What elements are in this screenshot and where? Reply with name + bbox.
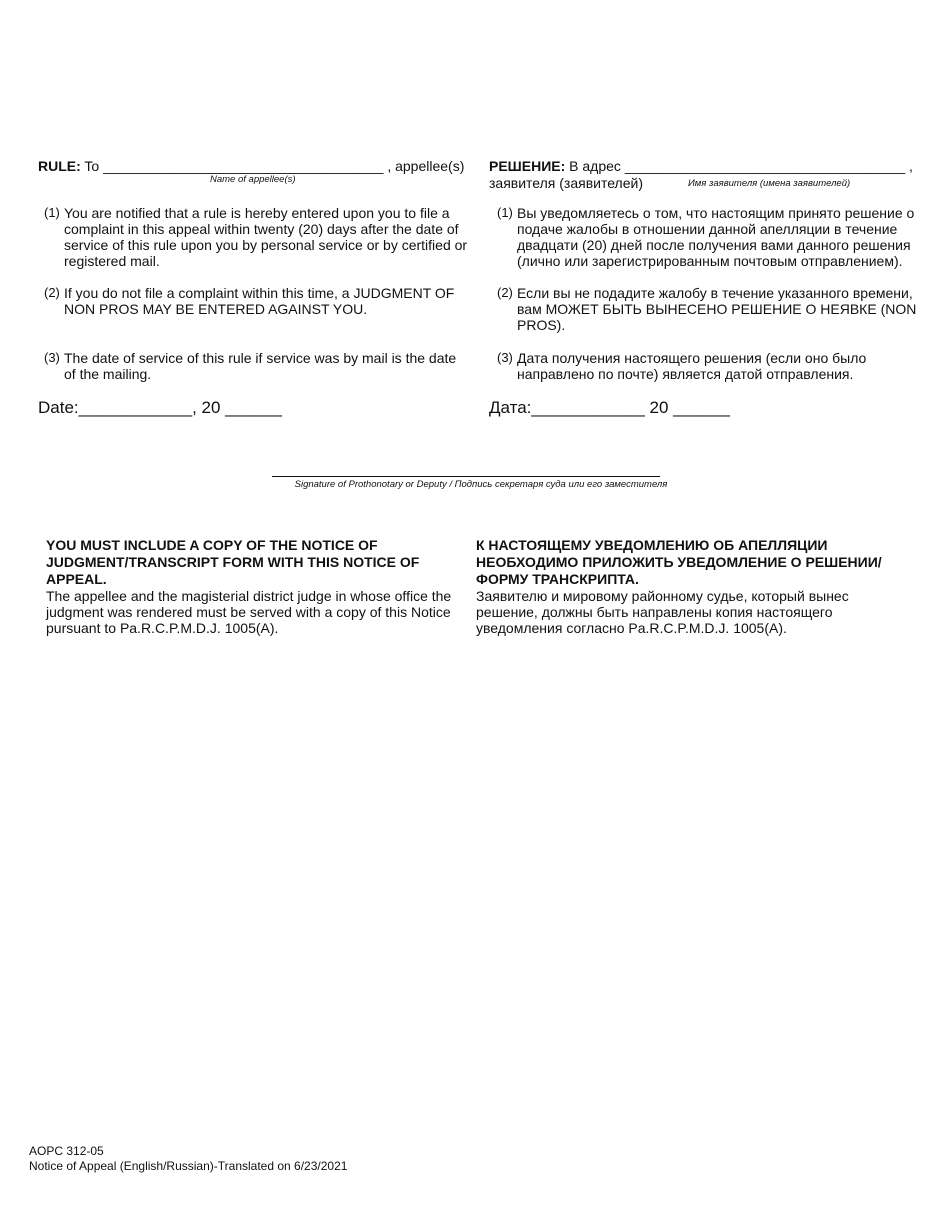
appellant-name-blank[interactable]: ____________________________________ — [624, 158, 906, 174]
notice-body-ru: Заявителю и мировому районному судье, который вынес решение, должны быть направлены копия настоящего уведомления согласно Pa.R.C.P.M.D.J. 1005(A). — [476, 588, 849, 636]
date-field-en[interactable]: Date:____________, 20 ______ — [38, 398, 282, 417]
appellee-name-caption: Name of appellee(s) — [210, 174, 296, 185]
rule-heading-ru — [489, 158, 913, 174]
item-number: (2) — [497, 285, 513, 300]
rule-item-en — [38, 285, 468, 317]
notice-body-en: The appellee and the magisterial district judge in whose office the judgment was rendered must be served with a copy of this Notice pursuant to Pa.R.C.P.M.D.J. 1005(A). — [46, 588, 452, 636]
signature-line[interactable] — [272, 476, 660, 477]
rule-line2-ru: заявителя (заявителей) — [489, 175, 643, 191]
footer — [29, 1144, 347, 1174]
rule-to-ru: В адрес — [569, 158, 621, 174]
rule-item-ru — [491, 285, 926, 333]
item-text: If you do not file a complaint within this time, a JUDGMENT OF NON PROS MAY BE ENTERED AGAINST YOU. — [64, 285, 455, 317]
item-text: Вы уведомляетесь о том, что настоящим принято решение о подаче жалобы в отношении данной апелляции в течение двадцати (20) дней после получения вами данного решения (лично или зарегистрированным почтовым отправлением). — [517, 205, 915, 269]
rule-suffix-en: , appellee(s) — [387, 158, 465, 174]
item-text: The date of service of this rule if service was by mail is the date of the mailing. — [64, 350, 457, 382]
notice-ru — [476, 537, 886, 636]
item-number: (3) — [44, 350, 60, 365]
rule-heading-en — [38, 158, 464, 174]
rule-suffix-ru: , — [909, 158, 913, 174]
signature-caption: Signature of Prothonotary or Deputy / Подпись секретаря суда или его заместителя — [294, 479, 668, 490]
item-text: Если вы не подадите жалобу в течение указанного времени, вам МОЖЕТ БЫТЬ ВЫНЕСЕНО РЕШЕНИЕ О НЕЯВКЕ (NON PROS). — [517, 285, 917, 333]
item-number: (1) — [497, 205, 513, 220]
rule-item-en — [38, 350, 468, 382]
item-number: (1) — [44, 205, 60, 220]
rule-item-ru — [491, 350, 926, 382]
item-number: (2) — [44, 285, 60, 300]
notice-title-ru: К НАСТОЯЩЕМУ УВЕДОМЛЕНИЮ ОБ АПЕЛЛЯЦИИ НЕОБХОДИМО ПРИЛОЖИТЬ УВЕДОМЛЕНИЕ О РЕШЕНИИ/ФОРМУ ТРАНСКРИПТА. — [476, 537, 882, 587]
form-id: AOPC 312-05 — [29, 1144, 104, 1158]
item-text: Дата получения настоящего решения (если оно было направлено по почте) является датой отправления. — [517, 350, 867, 382]
rule-item-en — [38, 205, 468, 269]
appellee-name-blank[interactable]: ____________________________________ — [103, 158, 384, 174]
form-title: Notice of Appeal (English/Russian)-Translated on 6/23/2021 — [29, 1159, 348, 1173]
appellant-name-caption: Имя заявителя (имена заявителей) — [688, 178, 851, 189]
rule-label-ru: РЕШЕНИЕ: — [489, 158, 566, 174]
rule-items-ru — [491, 205, 926, 382]
date-field-ru[interactable]: Дата:____________ 20 ______ — [489, 398, 730, 417]
item-number: (3) — [497, 350, 513, 365]
rule-item-ru — [491, 205, 926, 269]
rule-to-en: To — [84, 158, 100, 174]
rule-items-en — [38, 205, 468, 382]
notice-en — [46, 537, 456, 636]
item-text: You are notified that a rule is hereby entered upon you to file a complaint in this appeal within twenty (20) days after the date of service of this rule upon you by personal service or by certified or registered mail. — [64, 205, 468, 269]
rule-label-en: RULE: — [38, 158, 81, 174]
notice-title-en: YOU MUST INCLUDE A COPY OF THE NOTICE OF JUDGMENT/TRANSCRIPT FORM WITH THIS NOTICE OF APPEAL. — [46, 537, 420, 587]
